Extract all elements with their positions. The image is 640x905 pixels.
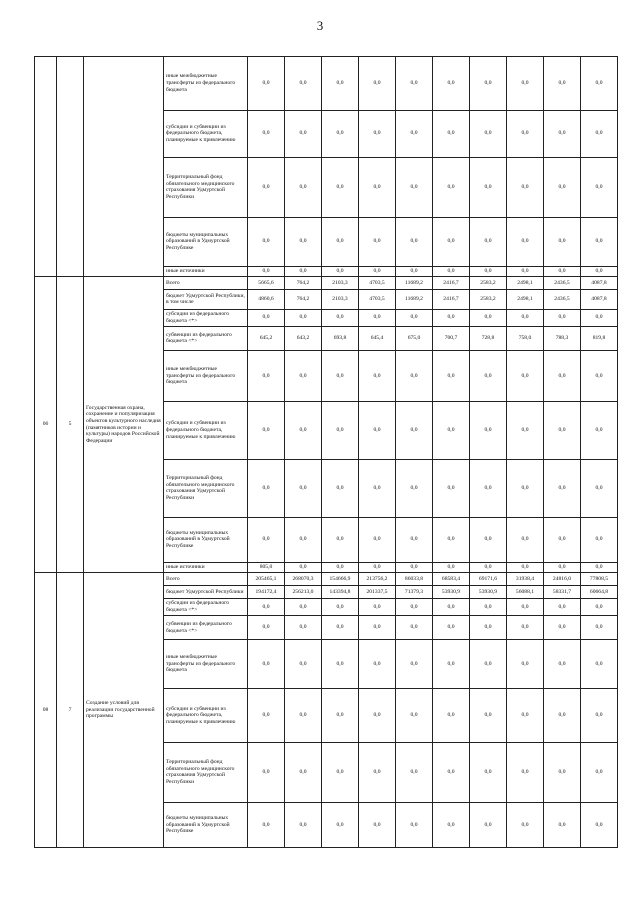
- value-cell: 0,0: [285, 157, 322, 217]
- value-cell: 5665,6: [248, 277, 285, 290]
- value-cell: 0,0: [322, 110, 359, 157]
- value-cell: 0,0: [470, 742, 507, 802]
- funding-source-label: иные межбюджетные трансферты из федерального бюджета: [164, 57, 248, 111]
- funding-source-label: бюджет Удмуртской Республики: [164, 586, 248, 599]
- value-cell: 0,0: [285, 350, 322, 401]
- value-cell: 758,0: [507, 327, 544, 351]
- value-cell: 0,0: [544, 459, 581, 517]
- value-cell: 0,0: [470, 640, 507, 689]
- value-cell: 0,0: [507, 57, 544, 111]
- value-cell: 0,0: [507, 217, 544, 266]
- program-name-cell: Создание условий для реализации государственной программы: [84, 573, 164, 848]
- value-cell: 0,0: [359, 309, 396, 327]
- value-cell: 0,0: [581, 562, 618, 572]
- value-cell: 0,0: [507, 802, 544, 847]
- value-cell: 0,0: [433, 562, 470, 572]
- value-cell: 0,0: [322, 562, 359, 572]
- value-cell: 0,0: [396, 517, 433, 562]
- value-cell: 805,0: [248, 562, 285, 572]
- program-name-cell: [84, 57, 164, 277]
- value-cell: 0,0: [396, 309, 433, 327]
- value-cell: 2436,5: [544, 277, 581, 290]
- value-cell: 0,0: [322, 57, 359, 111]
- value-cell: 4087,8: [581, 290, 618, 309]
- value-cell: 0,0: [359, 598, 396, 616]
- value-cell: 0,0: [581, 350, 618, 401]
- value-cell: 194172,4: [248, 586, 285, 599]
- funding-source-label: Территориальный фонд обязательного медицинского страхования Удмуртской Республики: [164, 742, 248, 802]
- value-cell: 0,0: [470, 689, 507, 743]
- value-cell: 0,0: [544, 689, 581, 743]
- value-cell: 675,0: [396, 327, 433, 351]
- value-cell: 0,0: [248, 517, 285, 562]
- value-cell: 0,0: [359, 217, 396, 266]
- value-cell: 154666,9: [322, 573, 359, 586]
- value-cell: 0,0: [507, 689, 544, 743]
- value-cell: 0,0: [396, 350, 433, 401]
- value-cell: 143394,8: [322, 586, 359, 599]
- value-cell: 0,0: [359, 517, 396, 562]
- value-cell: 645,4: [359, 327, 396, 351]
- value-cell: 53930,9: [433, 586, 470, 599]
- value-cell: 0,0: [285, 57, 322, 111]
- value-cell: 0,0: [544, 309, 581, 327]
- value-cell: 0,0: [507, 562, 544, 572]
- value-cell: 0,0: [507, 309, 544, 327]
- value-cell: 77808,5: [581, 573, 618, 586]
- value-cell: 0,0: [470, 309, 507, 327]
- value-cell: 0,0: [359, 157, 396, 217]
- table-row: [35, 573, 618, 586]
- funding-source-label: Территориальный фонд обязательного медицинского страхования Удмуртской Республики: [164, 459, 248, 517]
- value-cell: 693,8: [322, 327, 359, 351]
- value-cell: 0,0: [507, 616, 544, 640]
- value-cell: 0,0: [285, 266, 322, 276]
- value-cell: 0,0: [322, 517, 359, 562]
- value-cell: 0,0: [322, 266, 359, 276]
- value-cell: 0,0: [285, 309, 322, 327]
- value-cell: 0,0: [581, 266, 618, 276]
- value-cell: 0,0: [248, 57, 285, 111]
- program-code-cell: 08: [35, 573, 57, 848]
- value-cell: 0,0: [285, 802, 322, 847]
- funding-source-label: субсидии из федерального бюджета <*>: [164, 309, 248, 327]
- value-cell: 69171,6: [470, 573, 507, 586]
- value-cell: 0,0: [544, 598, 581, 616]
- value-cell: 0,0: [507, 402, 544, 460]
- value-cell: 0,0: [544, 616, 581, 640]
- value-cell: 213756,2: [359, 573, 396, 586]
- value-cell: 0,0: [396, 616, 433, 640]
- value-cell: 0,0: [322, 459, 359, 517]
- value-cell: 0,0: [322, 742, 359, 802]
- value-cell: 0,0: [581, 157, 618, 217]
- value-cell: 0,0: [470, 562, 507, 572]
- value-cell: 0,0: [581, 217, 618, 266]
- value-cell: 0,0: [359, 57, 396, 111]
- value-cell: 0,0: [285, 402, 322, 460]
- value-cell: 86033,8: [396, 573, 433, 586]
- value-cell: 643,2: [285, 327, 322, 351]
- value-cell: 0,0: [285, 110, 322, 157]
- value-cell: 0,0: [359, 459, 396, 517]
- value-cell: 0,0: [248, 616, 285, 640]
- value-cell: 0,0: [248, 309, 285, 327]
- value-cell: 256213,0: [285, 586, 322, 599]
- value-cell: 2498,1: [507, 290, 544, 309]
- value-cell: 0,0: [433, 459, 470, 517]
- value-cell: 0,0: [433, 517, 470, 562]
- value-cell: 0,0: [359, 110, 396, 157]
- value-cell: 0,0: [507, 640, 544, 689]
- value-cell: 2416,7: [433, 277, 470, 290]
- value-cell: 0,0: [322, 802, 359, 847]
- value-cell: 58331,7: [544, 586, 581, 599]
- funding-source-label: бюджет Удмуртской Республики, в том числе: [164, 290, 248, 309]
- value-cell: 2416,7: [433, 290, 470, 309]
- value-cell: 0,0: [359, 742, 396, 802]
- program-name-cell: Государственная охрана, сохранение и популяризация объектов культурного наследия (памятников истории и культуры) народов Российской Федерации: [84, 277, 164, 573]
- value-cell: 0,0: [359, 802, 396, 847]
- value-cell: 0,0: [544, 110, 581, 157]
- value-cell: 68583,4: [433, 573, 470, 586]
- subprogram-number-cell: 5: [57, 277, 84, 573]
- value-cell: 0,0: [396, 157, 433, 217]
- value-cell: 0,0: [581, 309, 618, 327]
- subprogram-number-cell: [57, 57, 84, 277]
- value-cell: 2583,2: [470, 290, 507, 309]
- value-cell: 0,0: [248, 689, 285, 743]
- table-row: [35, 277, 618, 290]
- funding-source-label: Территориальный фонд обязательного медицинского страхования Удмуртской Республики: [164, 157, 248, 217]
- value-cell: 0,0: [433, 350, 470, 401]
- value-cell: 0,0: [359, 266, 396, 276]
- funding-source-label: иные межбюджетные трансферты из федерального бюджета: [164, 350, 248, 401]
- value-cell: 56088,1: [507, 586, 544, 599]
- subprogram-number-cell: 7: [57, 573, 84, 848]
- value-cell: 60664,8: [581, 586, 618, 599]
- value-cell: 0,0: [470, 616, 507, 640]
- value-cell: 0,0: [470, 402, 507, 460]
- value-cell: 0,0: [433, 309, 470, 327]
- value-cell: 31938,4: [507, 573, 544, 586]
- value-cell: 0,0: [581, 459, 618, 517]
- value-cell: 0,0: [581, 689, 618, 743]
- value-cell: 2103,3: [322, 277, 359, 290]
- value-cell: 0,0: [396, 217, 433, 266]
- funding-source-label: бюджеты муниципальных образований в Удмуртской Республике: [164, 802, 248, 847]
- value-cell: 645,2: [248, 327, 285, 351]
- value-cell: 0,0: [248, 157, 285, 217]
- value-cell: 0,0: [470, 110, 507, 157]
- value-cell: 0,0: [507, 157, 544, 217]
- value-cell: 201337,5: [359, 586, 396, 599]
- value-cell: 0,0: [507, 517, 544, 562]
- value-cell: 71379,3: [396, 586, 433, 599]
- value-cell: 0,0: [248, 110, 285, 157]
- value-cell: 4860,6: [248, 290, 285, 309]
- funding-source-label: субвенции из федерального бюджета <*>: [164, 616, 248, 640]
- value-cell: 0,0: [544, 157, 581, 217]
- value-cell: 0,0: [285, 217, 322, 266]
- value-cell: 764,2: [285, 290, 322, 309]
- value-cell: 728,8: [470, 327, 507, 351]
- value-cell: 0,0: [544, 562, 581, 572]
- value-cell: 0,0: [322, 217, 359, 266]
- funding-source-label: субвенции из федерального бюджета <*>: [164, 327, 248, 351]
- value-cell: 0,0: [507, 459, 544, 517]
- budget-table: [34, 56, 618, 848]
- value-cell: 0,0: [248, 802, 285, 847]
- value-cell: 0,0: [396, 459, 433, 517]
- value-cell: 0,0: [359, 350, 396, 401]
- value-cell: 0,0: [470, 598, 507, 616]
- funding-source-label: бюджеты муниципальных образований в Удмуртской Республике: [164, 217, 248, 266]
- value-cell: 0,0: [396, 402, 433, 460]
- value-cell: 0,0: [396, 110, 433, 157]
- value-cell: 0,0: [433, 616, 470, 640]
- value-cell: 0,0: [248, 598, 285, 616]
- value-cell: 0,0: [285, 742, 322, 802]
- page-number: 3: [316, 18, 324, 33]
- value-cell: 0,0: [433, 217, 470, 266]
- value-cell: 0,0: [433, 802, 470, 847]
- value-cell: 0,0: [396, 640, 433, 689]
- value-cell: 0,0: [322, 689, 359, 743]
- value-cell: 205465,1: [248, 573, 285, 586]
- value-cell: 0,0: [248, 402, 285, 460]
- value-cell: 0,0: [581, 742, 618, 802]
- value-cell: 0,0: [396, 802, 433, 847]
- value-cell: 0,0: [248, 742, 285, 802]
- value-cell: 0,0: [507, 110, 544, 157]
- value-cell: 788,3: [544, 327, 581, 351]
- value-cell: 0,0: [322, 598, 359, 616]
- value-cell: 0,0: [322, 616, 359, 640]
- value-cell: 0,0: [396, 57, 433, 111]
- value-cell: 0,0: [322, 157, 359, 217]
- funding-source-label: субсидии и субвенции из федерального бюджета, планируемые к привлечению: [164, 402, 248, 460]
- value-cell: 0,0: [544, 217, 581, 266]
- funding-source-label: бюджеты муниципальных образований в Удмуртской Республике: [164, 517, 248, 562]
- value-cell: 0,0: [507, 350, 544, 401]
- value-cell: 0,0: [470, 157, 507, 217]
- value-cell: 0,0: [396, 598, 433, 616]
- value-cell: 0,0: [581, 616, 618, 640]
- value-cell: 24816,0: [544, 573, 581, 586]
- value-cell: 0,0: [433, 57, 470, 111]
- value-cell: 0,0: [359, 402, 396, 460]
- value-cell: 0,0: [285, 517, 322, 562]
- value-cell: 0,0: [359, 640, 396, 689]
- value-cell: 4703,5: [359, 290, 396, 309]
- value-cell: 0,0: [396, 266, 433, 276]
- value-cell: 0,0: [544, 640, 581, 689]
- value-cell: 2583,2: [470, 277, 507, 290]
- value-cell: 2436,5: [544, 290, 581, 309]
- funding-source-label: субсидии и субвенции из федерального бюджета, планируемые к привлечению: [164, 689, 248, 743]
- value-cell: 0,0: [433, 598, 470, 616]
- value-cell: 0,0: [285, 616, 322, 640]
- funding-source-label: Всего: [164, 573, 248, 586]
- value-cell: 0,0: [544, 266, 581, 276]
- funding-source-label: иные источники: [164, 266, 248, 276]
- value-cell: 0,0: [322, 309, 359, 327]
- value-cell: 0,0: [581, 57, 618, 111]
- value-cell: 0,0: [433, 689, 470, 743]
- value-cell: 0,0: [581, 598, 618, 616]
- value-cell: 0,0: [581, 640, 618, 689]
- value-cell: 0,0: [433, 640, 470, 689]
- value-cell: 0,0: [285, 562, 322, 572]
- table-row: [35, 57, 618, 111]
- value-cell: 0,0: [470, 802, 507, 847]
- value-cell: 0,0: [322, 640, 359, 689]
- value-cell: 0,0: [396, 742, 433, 802]
- value-cell: 0,0: [396, 689, 433, 743]
- value-cell: 0,0: [248, 266, 285, 276]
- value-cell: 0,0: [396, 562, 433, 572]
- funding-source-label: иные межбюджетные трансферты из федерального бюджета: [164, 640, 248, 689]
- value-cell: 0,0: [507, 598, 544, 616]
- value-cell: 764,2: [285, 277, 322, 290]
- value-cell: 4087,8: [581, 277, 618, 290]
- value-cell: 0,0: [470, 266, 507, 276]
- value-cell: 0,0: [581, 110, 618, 157]
- value-cell: 0,0: [507, 742, 544, 802]
- value-cell: 4703,5: [359, 277, 396, 290]
- value-cell: 0,0: [544, 350, 581, 401]
- program-code-cell: 06: [35, 277, 57, 573]
- value-cell: 0,0: [248, 459, 285, 517]
- value-cell: 819,8: [581, 327, 618, 351]
- value-cell: 0,0: [248, 640, 285, 689]
- value-cell: 2498,1: [507, 277, 544, 290]
- value-cell: 0,0: [544, 517, 581, 562]
- value-cell: 0,0: [544, 802, 581, 847]
- value-cell: 0,0: [322, 402, 359, 460]
- value-cell: 0,0: [544, 402, 581, 460]
- value-cell: 0,0: [359, 616, 396, 640]
- value-cell: 2103,3: [322, 290, 359, 309]
- value-cell: 0,0: [470, 217, 507, 266]
- funding-source-label: Всего: [164, 277, 248, 290]
- value-cell: 0,0: [544, 742, 581, 802]
- value-cell: 0,0: [433, 402, 470, 460]
- value-cell: 11689,2: [396, 290, 433, 309]
- value-cell: 0,0: [433, 742, 470, 802]
- value-cell: 0,0: [248, 217, 285, 266]
- value-cell: 0,0: [433, 266, 470, 276]
- value-cell: 0,0: [507, 266, 544, 276]
- value-cell: 0,0: [359, 689, 396, 743]
- value-cell: 0,0: [433, 110, 470, 157]
- value-cell: 11689,2: [396, 277, 433, 290]
- value-cell: 268070,3: [285, 573, 322, 586]
- value-cell: 0,0: [470, 350, 507, 401]
- funding-source-label: иные источники: [164, 562, 248, 572]
- value-cell: 0,0: [470, 459, 507, 517]
- value-cell: 0,0: [581, 402, 618, 460]
- value-cell: 53930,9: [470, 586, 507, 599]
- value-cell: 0,0: [322, 350, 359, 401]
- value-cell: 0,0: [433, 157, 470, 217]
- value-cell: 0,0: [248, 350, 285, 401]
- funding-source-label: субсидии из федерального бюджета <*>: [164, 598, 248, 616]
- value-cell: 0,0: [581, 517, 618, 562]
- program-code-cell: [35, 57, 57, 277]
- value-cell: 0,0: [470, 517, 507, 562]
- funding-source-label: субсидии и субвенции из федерального бюджета, планируемые к привлечению: [164, 110, 248, 157]
- value-cell: 0,0: [359, 562, 396, 572]
- value-cell: 700,7: [433, 327, 470, 351]
- value-cell: 0,0: [470, 57, 507, 111]
- value-cell: 0,0: [285, 598, 322, 616]
- value-cell: 0,0: [544, 57, 581, 111]
- value-cell: 0,0: [285, 640, 322, 689]
- value-cell: 0,0: [285, 689, 322, 743]
- value-cell: 0,0: [581, 802, 618, 847]
- value-cell: 0,0: [285, 459, 322, 517]
